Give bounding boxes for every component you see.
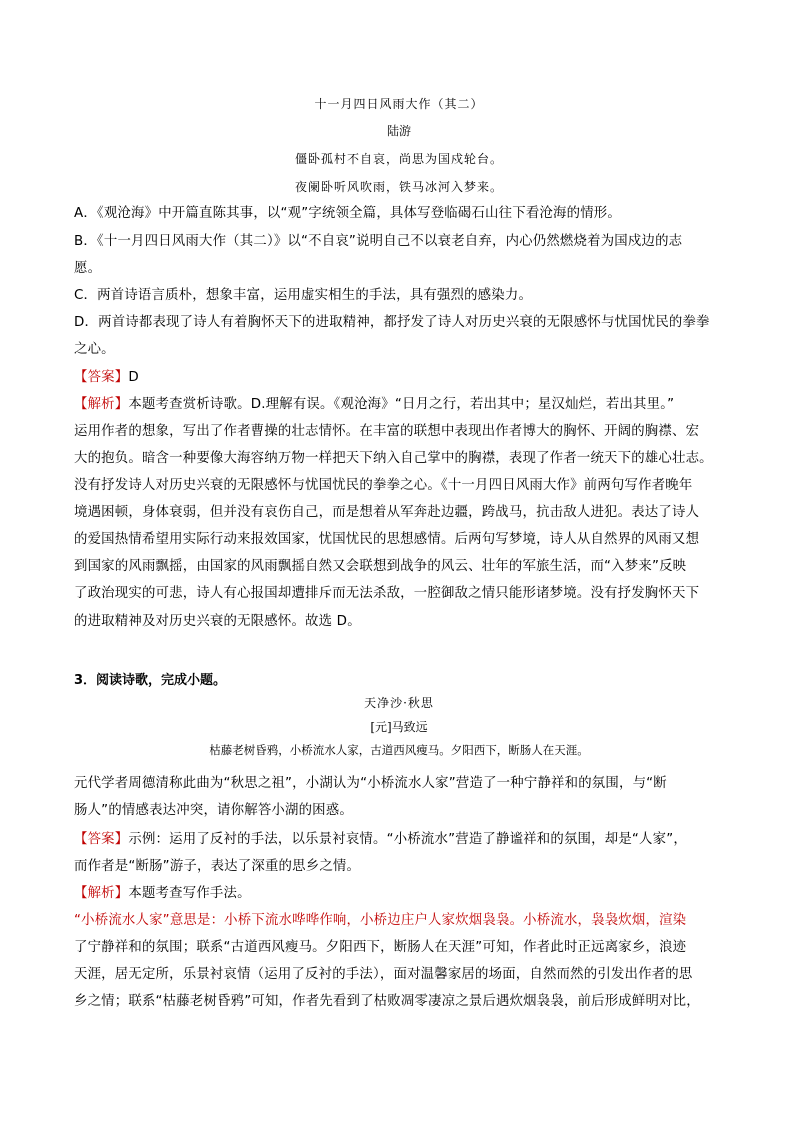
analysis1-line7: 到国家的风雨飘摇，由国家的风雨飘摇自然又会联想到战争的风云、壮年的军旅生活，而“入梦来”反映 — [74, 559, 687, 574]
analysis1-line8: 了政治现实的可悲，诗人有心报国却遭排斥而无法杀敌，一腔御敌之情只能形诸梦境。没有抒发胸怀天下 — [74, 586, 700, 601]
question3-line1: 元代学者周德清称此曲为“秋思之祖”，小湖认为“小桥流水人家”营造了一种宁静祥和的氛围，与“断 — [74, 776, 667, 791]
analysis2-tag: 【解析】 — [74, 886, 129, 901]
answer2-line2: 而作者是“断肠”游子，表达了深重的思乡之情。 — [74, 859, 361, 874]
answer1 — [74, 368, 724, 388]
answer2-line1: 【答案】示例：运用了反衬的手法，以乐景衬哀情。“小桥流水”营造了静谧祥和的氛围，却是“人家”， — [74, 832, 687, 847]
analysis2-line3: 了宁静祥和的氛围；联系“古道西风瘦马。夕阳西下，断肠人在天涯”可知，作者此时正远离家乡，浪迹 — [74, 940, 687, 955]
analysis1-line2: 运用作者的想象，写出了作者曹操的壮志情怀。在丰富的联想中表现出作者博大的胸怀、开阔的胸襟、宏 — [74, 424, 700, 439]
poem1-line2: 夜阑卧听风吹雨，铁马冰河入梦来。 — [294, 180, 503, 194]
analysis1-line4: 没有抒发诗人对历史兴衰的无限感怀与忧国忧民的拳拳之心。《十一月四日风雨大作》前两句写作者晚年 — [74, 478, 693, 493]
analysis1-line9: 的进取精神及对历史兴衰的无限感怀。故选 D。 — [74, 614, 361, 629]
analysis1-tag: 【解析】 — [74, 397, 129, 412]
option-d-line1: D．两首诗都表现了诗人有着胸怀天下的进取精神，都抒发了诗人对历史兴衰的无限感怀与忧国忧民的拳拳 — [74, 315, 710, 330]
analysis2-line1: 【解析】本题考查写作手法。 — [74, 886, 251, 901]
option-b-line2: 愿。 — [74, 261, 102, 276]
analysis1-line6: 的爱国热情希望用实际行动来报效国家，忧国忧民的思想感情。后两句写梦境，诗人从自然界的风雨又想 — [74, 532, 700, 547]
option-c: C．两首诗语言质朴，想象丰富，运用虚实相生的手法，具有强烈的感染力。 — [74, 288, 533, 303]
option-b-line1: B．《十一月四日风雨大作（其二）》以“不自哀”说明自己不以衰老自弃，内心仍然燃烧着为国戍边的志 — [74, 234, 683, 249]
analysis2-line2: “小桥流水人家”意思是：小桥下流水哗哗作响，小桥边庄户人家炊烟袅袅。小桥流水，袅袅炊烟，渲染 — [74, 913, 687, 928]
analysis2-line4: 天涯，居无定所，乐景衬哀情（运用了反衬的手法），面对温馨家居的场面，自然而然的引发出作者的思 — [74, 967, 693, 982]
analysis1-line1: 【解析】本题考查赏析诗歌。D.理解有误。《观沧海》“日月之行，若出其中；星汉灿烂，若出其里。” — [74, 397, 675, 412]
poem2-title: 天净沙·秋思 — [364, 696, 434, 710]
option-d-line2: 之心。 — [74, 342, 115, 357]
poem2-author: [元]马致远 — [370, 720, 428, 734]
answer1-value: D — [128, 370, 139, 385]
analysis1-line3: 大的抱负。暗含一种要像大海容纳万物一样把天下纳入自己掌中的胸襟，表现了作者一统天下的雄心壮志。 — [74, 451, 713, 466]
answer2-tag: 【答案】 — [74, 832, 129, 847]
analysis2-line5: 乡之情；联系“枯藤老树昏鸦”可知，作者先看到了枯败凋零凄凉之景后遇炊烟袅袅，前后形成鲜明对比， — [74, 994, 700, 1009]
option-a: A．《观沧海》中开篇直陈其事，以“观”字统领全篇，具体写登临碣石山往下看沧海的情形。 — [74, 206, 621, 221]
poem1-line1: 僵卧孤村不自哀，尚思为国戍轮台。 — [294, 152, 503, 166]
analysis1-line5: 境遇困顿，身体衰弱，但并没有哀伤自己，而是想着从军奔赴边疆，跨战马，抗击敌人进犯。表达了诗人 — [74, 505, 700, 520]
poem1-title: 十一月四日风雨大作（其二） — [314, 97, 484, 111]
poem1-author: 陆游 — [386, 124, 411, 138]
question3-heading: 3．阅读诗歌，完成小题。 — [74, 673, 227, 688]
poem2-text: 枯藤老树昏鸦，小桥流水人家，古道西风瘦马。夕阳西下，断肠人在天涯。 — [209, 743, 589, 757]
answer1-tag: 【答案】 — [74, 370, 129, 385]
question3-line2: 肠人”的情感表达冲突，请你解答小湖的困惑。 — [74, 803, 353, 818]
